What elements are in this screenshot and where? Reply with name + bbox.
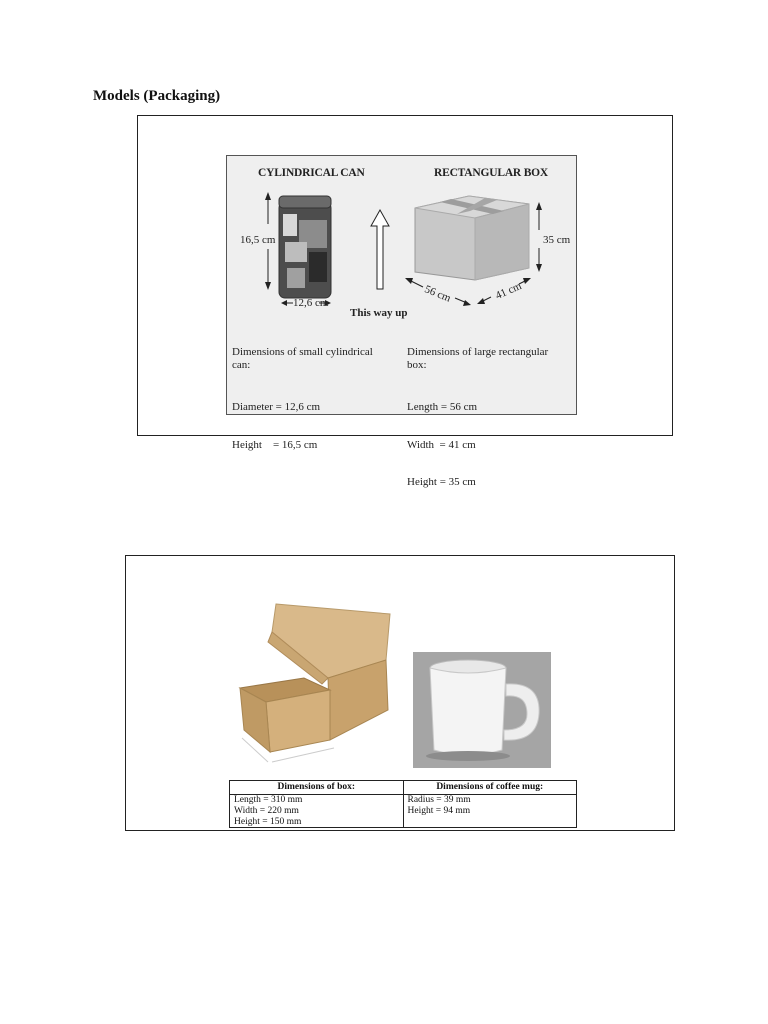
box-dimensions: Length = 56 cm Width = 41 cm Height = 35 cm [407, 401, 478, 488]
box-length-label: 56 cm [422, 283, 453, 305]
page-title: Models (Packaging) [93, 88, 221, 104]
dimensions-table [229, 780, 577, 828]
table-row: Height = 94 mm [407, 806, 471, 816]
can-dimensions: Diameter = 12,6 cm Height = 16,5 cm [232, 401, 321, 451]
box-height-label: 35 cm [543, 234, 571, 246]
table-row: Height = 150 mm [234, 817, 302, 827]
mug-dimensions-header: Dimensions of coffee mug: [404, 781, 577, 795]
figure-can-box [137, 115, 673, 488]
table-row: Width = 220 mm [234, 806, 299, 816]
box-width-label: 41 cm [493, 279, 524, 303]
box-heading: RECTANGULAR BOX [434, 167, 549, 179]
figure-can-box-panel [226, 155, 577, 488]
table-row: Radius = 39 mm [407, 795, 471, 805]
can-heading: CYLINDRICAL CAN [258, 167, 365, 179]
can-diameter-label: 12,6 cm [293, 297, 329, 309]
this-way-up-label: This way up [350, 307, 408, 319]
mug-dimensions-column [403, 781, 577, 827]
box-dimensions-header: Dimensions of box: [230, 781, 403, 795]
figure-box-mug [125, 555, 675, 831]
can-description: Dimensions of small cylindrical can: [232, 346, 373, 371]
can-height-label: 16,5 cm [240, 234, 276, 246]
cardboard-box-image [238, 602, 394, 768]
box-dimensions-column [230, 781, 403, 827]
table-row: Length = 310 mm [234, 795, 303, 805]
coffee-mug-image [413, 652, 551, 768]
box-description: Dimensions of large rectangular box: [407, 346, 549, 371]
